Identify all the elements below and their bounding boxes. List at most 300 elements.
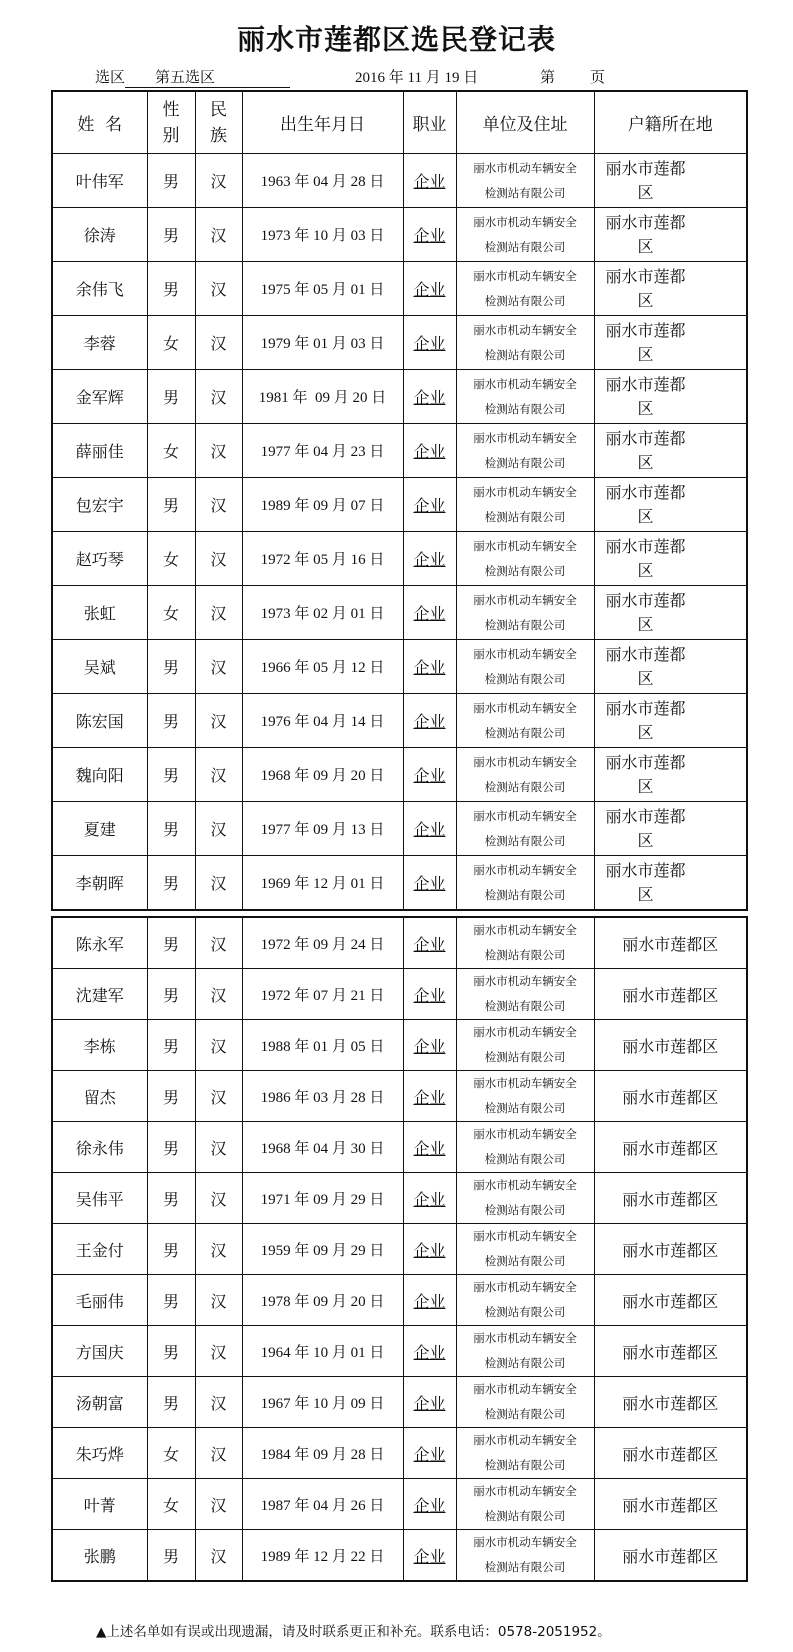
cell-name: 张鹏 <box>52 1530 147 1582</box>
cell-household-registration <box>594 856 747 911</box>
unit-line-2: 检测站有限公司 <box>484 833 566 848</box>
table-row <box>52 1020 747 1071</box>
unit-line-1: 丽水市机动车辆安全 <box>473 1382 577 1396</box>
page-label-1: 第 <box>540 70 556 86</box>
cell-gender: 男 <box>147 856 195 911</box>
cell-birthdate: 1978 年 09 月 20 日 <box>242 1275 403 1326</box>
table-row <box>52 316 747 370</box>
household-text: 丽水市莲都区 <box>605 536 686 580</box>
table-row <box>52 586 747 640</box>
household-text: 丽水市莲都区 <box>605 320 686 364</box>
unit-line-2: 检测站有限公司 <box>484 1203 566 1217</box>
cell-household-registration <box>594 262 747 316</box>
cell-occupation <box>403 856 456 911</box>
unit-line-1: 丽水市机动车辆安全 <box>473 1025 577 1039</box>
table-row <box>52 640 747 694</box>
occupation-text: 企业 <box>413 1342 446 1362</box>
cell-ethnicity: 汉 <box>195 1479 242 1530</box>
occupation-text: 企业 <box>413 1189 446 1209</box>
cell-household-registration <box>594 208 747 262</box>
cell-ethnicity: 汉 <box>195 640 242 694</box>
unit-line-2: 检测站有限公司 <box>484 671 566 686</box>
unit-line-1: 丽水市机动车辆安全 <box>473 1127 577 1141</box>
cell-birthdate: 1989 年 12 月 22 日 <box>242 1530 403 1582</box>
unit-line-2: 检测站有限公司 <box>484 1152 566 1166</box>
unit-line-1: 丽水市机动车辆安全 <box>473 430 577 445</box>
occupation-text: 企业 <box>413 334 446 353</box>
occupation-text: 企业 <box>413 442 446 461</box>
cell-gender: 男 <box>147 802 195 856</box>
cell-unit-address <box>456 1020 594 1071</box>
voter-table-part2 <box>51 916 748 1582</box>
cell-occupation <box>403 1071 456 1122</box>
cell-birthdate: 1973 年 02 月 01 日 <box>242 586 403 640</box>
header-occupation: 职业 <box>403 91 456 154</box>
occupation-text: 企业 <box>413 820 446 839</box>
cell-unit-address <box>456 1479 594 1530</box>
cell-name: 朱巧烨 <box>52 1428 147 1479</box>
cell-ethnicity: 汉 <box>195 1224 242 1275</box>
cell-occupation <box>403 532 456 586</box>
cell-gender: 男 <box>147 208 195 262</box>
cell-ethnicity: 汉 <box>195 1173 242 1224</box>
table-row <box>52 917 747 969</box>
cell-ethnicity: 汉 <box>195 1428 242 1479</box>
cell-household-registration: 丽水市莲都区 <box>594 917 747 969</box>
cell-name: 叶菁 <box>52 1479 147 1530</box>
cell-name: 赵巧琴 <box>52 532 147 586</box>
cell-gender: 女 <box>147 1479 195 1530</box>
unit-line-1: 丽水市机动车辆安全 <box>473 1484 577 1498</box>
table-row <box>52 1428 747 1479</box>
cell-unit-address <box>456 1428 594 1479</box>
cell-ethnicity: 汉 <box>195 154 242 208</box>
cell-unit-address <box>456 640 594 694</box>
cell-ethnicity: 汉 <box>195 802 242 856</box>
cell-gender: 男 <box>147 917 195 969</box>
household-text: 丽水市莲都区 <box>605 428 686 472</box>
cell-occupation <box>403 1020 456 1071</box>
table-row <box>52 208 747 262</box>
cell-ethnicity: 汉 <box>195 424 242 478</box>
cell-occupation <box>403 370 456 424</box>
table-row <box>52 1173 747 1224</box>
unit-line-1: 丽水市机动车辆安全 <box>473 538 577 553</box>
cell-birthdate: 1969 年 12 月 01 日 <box>242 856 403 911</box>
household-text: 丽水市莲都区 <box>605 590 686 634</box>
cell-occupation <box>403 1173 456 1224</box>
cell-household-registration: 丽水市莲都区 <box>594 1173 747 1224</box>
cell-unit-address <box>456 154 594 208</box>
cell-birthdate: 1977 年 09 月 13 日 <box>242 802 403 856</box>
cell-birthdate: 1968 年 04 月 30 日 <box>242 1122 403 1173</box>
cell-household-registration <box>594 316 747 370</box>
cell-unit-address <box>456 1326 594 1377</box>
unit-line-1: 丽水市机动车辆安全 <box>473 1331 577 1345</box>
unit-line-2: 检测站有限公司 <box>484 1101 566 1115</box>
cell-occupation <box>403 586 456 640</box>
cell-name: 薛丽佳 <box>52 424 147 478</box>
info-line <box>0 66 793 88</box>
cell-occupation <box>403 316 456 370</box>
unit-line-1: 丽水市机动车辆安全 <box>473 1229 577 1243</box>
unit-line-2: 检测站有限公司 <box>484 1560 566 1574</box>
cell-unit-address <box>456 802 594 856</box>
household-text: 丽水市莲都区 <box>605 482 686 526</box>
occupation-text: 企业 <box>413 280 446 299</box>
cell-unit-address <box>456 1275 594 1326</box>
cell-ethnicity: 汉 <box>195 370 242 424</box>
cell-household-registration <box>594 640 747 694</box>
table-row <box>52 478 747 532</box>
cell-gender: 女 <box>147 586 195 640</box>
table-row <box>52 748 747 802</box>
unit-line-1: 丽水市机动车辆安全 <box>473 376 577 391</box>
cell-unit-address <box>456 694 594 748</box>
cell-name: 徐永伟 <box>52 1122 147 1173</box>
cell-household-registration <box>594 532 747 586</box>
unit-line-1: 丽水市机动车辆安全 <box>473 214 577 229</box>
occupation-text: 企业 <box>413 874 446 893</box>
voter-table-part1 <box>51 90 748 911</box>
cell-name: 李朝晖 <box>52 856 147 911</box>
cell-birthdate: 1968 年 09 月 20 日 <box>242 748 403 802</box>
cell-gender: 女 <box>147 1428 195 1479</box>
cell-occupation <box>403 694 456 748</box>
cell-occupation <box>403 1224 456 1275</box>
cell-birthdate: 1977 年 04 月 23 日 <box>242 424 403 478</box>
occupation-text: 企业 <box>413 226 446 245</box>
cell-ethnicity: 汉 <box>195 1377 242 1428</box>
occupation-text: 企业 <box>413 550 446 569</box>
unit-line-2: 检测站有限公司 <box>484 617 566 632</box>
cell-household-registration <box>594 478 747 532</box>
cell-birthdate: 1963 年 04 月 28 日 <box>242 154 403 208</box>
cell-unit-address <box>456 1173 594 1224</box>
cell-gender: 男 <box>147 1275 195 1326</box>
household-text: 丽水市莲都区 <box>605 806 686 850</box>
cell-birthdate: 1966 年 05 月 12 日 <box>242 640 403 694</box>
unit-line-1: 丽水市机动车辆安全 <box>473 1280 577 1294</box>
cell-birthdate: 1959 年 09 月 29 日 <box>242 1224 403 1275</box>
cell-household-registration: 丽水市莲都区 <box>594 1275 747 1326</box>
occupation-text: 企业 <box>413 1393 446 1413</box>
cell-name: 叶伟军 <box>52 154 147 208</box>
table-row <box>52 969 747 1020</box>
unit-line-2: 检测站有限公司 <box>484 293 566 308</box>
cell-unit-address <box>456 370 594 424</box>
cell-name: 余伟飞 <box>52 262 147 316</box>
unit-line-1: 丽水市机动车辆安全 <box>473 484 577 499</box>
table-row <box>52 694 747 748</box>
cell-ethnicity: 汉 <box>195 532 242 586</box>
table-row <box>52 1326 747 1377</box>
cell-unit-address <box>456 917 594 969</box>
page-title: 丽水市莲都区选民登记表 <box>236 23 556 56</box>
table-row <box>52 154 747 208</box>
unit-line-1: 丽水市机动车辆安全 <box>473 700 577 715</box>
cell-household-registration <box>594 370 747 424</box>
occupation-text: 企业 <box>413 1495 446 1515</box>
table-row <box>52 1479 747 1530</box>
unit-line-2: 检测站有限公司 <box>484 239 566 254</box>
header-name: 姓 名 <box>52 91 147 154</box>
cell-ethnicity: 汉 <box>195 1020 242 1071</box>
occupation-text: 企业 <box>413 1036 446 1056</box>
occupation-text: 企业 <box>413 934 446 954</box>
occupation-text: 企业 <box>413 712 446 731</box>
cell-occupation <box>403 154 456 208</box>
cell-unit-address <box>456 1071 594 1122</box>
cell-household-registration: 丽水市莲都区 <box>594 1530 747 1582</box>
cell-household-registration <box>594 802 747 856</box>
cell-name: 吴斌 <box>52 640 147 694</box>
cell-occupation <box>403 640 456 694</box>
cell-gender: 男 <box>147 1173 195 1224</box>
cell-unit-address <box>456 856 594 911</box>
cell-birthdate: 1972 年 09 月 24 日 <box>242 917 403 969</box>
cell-occupation <box>403 424 456 478</box>
cell-unit-address <box>456 1530 594 1582</box>
household-text: 丽水市莲都区 <box>605 698 686 742</box>
cell-birthdate: 1986 年 03 月 28 日 <box>242 1071 403 1122</box>
unit-line-2: 检测站有限公司 <box>484 1509 566 1523</box>
cell-occupation <box>403 1530 456 1582</box>
occupation-text: 企业 <box>413 604 446 623</box>
cell-occupation <box>403 1479 456 1530</box>
occupation-text: 企业 <box>413 1240 446 1260</box>
cell-unit-address <box>456 478 594 532</box>
unit-line-1: 丽水市机动车辆安全 <box>473 1178 577 1192</box>
unit-line-2: 检测站有限公司 <box>484 1458 566 1472</box>
unit-line-2: 检测站有限公司 <box>484 185 566 200</box>
cell-ethnicity: 汉 <box>195 1071 242 1122</box>
cell-occupation <box>403 1377 456 1428</box>
cell-unit-address <box>456 1377 594 1428</box>
cell-ethnicity: 汉 <box>195 1275 242 1326</box>
district-label: 选区 <box>95 70 126 86</box>
cell-unit-address <box>456 532 594 586</box>
occupation-text: 企业 <box>413 766 446 785</box>
cell-unit-address <box>456 748 594 802</box>
cell-birthdate: 1981 年 09 月 20 日 <box>242 370 403 424</box>
cell-ethnicity: 汉 <box>195 1530 242 1582</box>
cell-birthdate: 1973 年 10 月 03 日 <box>242 208 403 262</box>
unit-line-2: 检测站有限公司 <box>484 1305 566 1319</box>
cell-ethnicity: 汉 <box>195 748 242 802</box>
cell-name: 金军辉 <box>52 370 147 424</box>
cell-household-registration: 丽水市莲都区 <box>594 1224 747 1275</box>
unit-line-1: 丽水市机动车辆安全 <box>473 974 577 988</box>
cell-gender: 男 <box>147 262 195 316</box>
cell-birthdate: 1979 年 01 月 03 日 <box>242 316 403 370</box>
cell-occupation <box>403 262 456 316</box>
unit-line-2: 检测站有限公司 <box>484 779 566 794</box>
cell-gender: 男 <box>147 1530 195 1582</box>
table-row <box>52 856 747 911</box>
cell-birthdate: 1975 年 05 月 01 日 <box>242 262 403 316</box>
cell-name: 魏向阳 <box>52 748 147 802</box>
cell-name: 方国庆 <box>52 1326 147 1377</box>
table-row <box>52 1377 747 1428</box>
cell-name: 包宏宇 <box>52 478 147 532</box>
cell-household-registration: 丽水市莲都区 <box>594 1326 747 1377</box>
cell-gender: 男 <box>147 969 195 1020</box>
occupation-text: 企业 <box>413 1138 446 1158</box>
household-text: 丽水市莲都区 <box>605 752 686 796</box>
household-text: 丽水市莲都区 <box>605 644 686 688</box>
unit-line-1: 丽水市机动车辆安全 <box>473 268 577 283</box>
unit-line-2: 检测站有限公司 <box>484 1254 566 1268</box>
unit-line-1: 丽水市机动车辆安全 <box>473 322 577 337</box>
table-row <box>52 262 747 316</box>
cell-name: 陈宏国 <box>52 694 147 748</box>
occupation-text: 企业 <box>413 172 446 191</box>
cell-gender: 女 <box>147 424 195 478</box>
cell-ethnicity: 汉 <box>195 1122 242 1173</box>
cell-name: 汤朝富 <box>52 1377 147 1428</box>
table-row <box>52 370 747 424</box>
cell-household-registration <box>594 694 747 748</box>
header-unit-address: 单位及住址 <box>456 91 594 154</box>
cell-gender: 男 <box>147 478 195 532</box>
unit-line-1: 丽水市机动车辆安全 <box>473 1535 577 1549</box>
cell-household-registration: 丽水市莲都区 <box>594 1428 747 1479</box>
cell-household-registration <box>594 586 747 640</box>
cell-ethnicity: 汉 <box>195 1326 242 1377</box>
occupation-text: 企业 <box>413 1087 446 1107</box>
cell-household-registration: 丽水市莲都区 <box>594 969 747 1020</box>
header-birthdate: 出生年月日 <box>242 91 403 154</box>
cell-name: 王金付 <box>52 1224 147 1275</box>
table-row <box>52 802 747 856</box>
cell-unit-address <box>456 208 594 262</box>
cell-occupation <box>403 748 456 802</box>
cell-gender: 男 <box>147 1377 195 1428</box>
cell-gender: 女 <box>147 316 195 370</box>
cell-ethnicity: 汉 <box>195 856 242 911</box>
table-header-row <box>52 91 747 154</box>
cell-ethnicity: 汉 <box>195 208 242 262</box>
household-text: 丽水市莲都区 <box>605 266 686 310</box>
cell-birthdate: 1976 年 04 月 14 日 <box>242 694 403 748</box>
occupation-text: 企业 <box>413 388 446 407</box>
unit-line-2: 检测站有限公司 <box>484 1407 566 1421</box>
unit-line-1: 丽水市机动车辆安全 <box>473 1076 577 1090</box>
unit-line-1: 丽水市机动车辆安全 <box>473 646 577 661</box>
header-gender: 性别 <box>147 91 195 154</box>
table-row <box>52 424 747 478</box>
cell-household-registration: 丽水市莲都区 <box>594 1479 747 1530</box>
occupation-text: 企业 <box>413 1444 446 1464</box>
unit-line-1: 丽水市机动车辆安全 <box>473 1433 577 1447</box>
unit-line-2: 检测站有限公司 <box>484 509 566 524</box>
cell-unit-address <box>456 424 594 478</box>
unit-line-1: 丽水市机动车辆安全 <box>473 808 577 823</box>
table-row <box>52 1071 747 1122</box>
cell-unit-address <box>456 586 594 640</box>
unit-line-2: 检测站有限公司 <box>484 401 566 416</box>
cell-gender: 男 <box>147 1326 195 1377</box>
cell-gender: 男 <box>147 1224 195 1275</box>
household-text: 丽水市莲都区 <box>605 374 686 418</box>
unit-line-2: 检测站有限公司 <box>484 725 566 740</box>
unit-line-2: 检测站有限公司 <box>484 347 566 362</box>
header-household-registration: 户籍所在地 <box>594 91 747 154</box>
cell-unit-address <box>456 969 594 1020</box>
cell-birthdate: 1984 年 09 月 28 日 <box>242 1428 403 1479</box>
cell-household-registration: 丽水市莲都区 <box>594 1377 747 1428</box>
cell-gender: 男 <box>147 1071 195 1122</box>
unit-line-2: 检测站有限公司 <box>484 455 566 470</box>
header-ethnicity: 民族 <box>195 91 242 154</box>
cell-birthdate: 1964 年 10 月 01 日 <box>242 1326 403 1377</box>
occupation-text: 企业 <box>413 985 446 1005</box>
occupation-text: 企业 <box>413 496 446 515</box>
cell-name: 夏建 <box>52 802 147 856</box>
cell-gender: 男 <box>147 694 195 748</box>
cell-gender: 男 <box>147 748 195 802</box>
cell-unit-address <box>456 262 594 316</box>
cell-name: 吴伟平 <box>52 1173 147 1224</box>
date: 2016 年 11 月 19 日 <box>355 70 479 86</box>
cell-gender: 男 <box>147 640 195 694</box>
cell-household-registration <box>594 154 747 208</box>
cell-ethnicity: 汉 <box>195 262 242 316</box>
unit-line-1: 丽水市机动车辆安全 <box>473 923 577 937</box>
cell-ethnicity: 汉 <box>195 694 242 748</box>
household-text: 丽水市莲都区 <box>605 860 686 904</box>
cell-birthdate: 1971 年 09 月 29 日 <box>242 1173 403 1224</box>
unit-line-2: 检测站有限公司 <box>484 1050 566 1064</box>
unit-line-1: 丽水市机动车辆安全 <box>473 862 577 877</box>
district-value: 第五选区 <box>125 66 290 88</box>
cell-ethnicity: 汉 <box>195 478 242 532</box>
cell-birthdate: 1988 年 01 月 05 日 <box>242 1020 403 1071</box>
cell-occupation <box>403 1275 456 1326</box>
unit-line-1: 丽水市机动车辆安全 <box>473 160 577 175</box>
cell-gender: 男 <box>147 1020 195 1071</box>
table-row <box>52 1530 747 1582</box>
unit-line-2: 检测站有限公司 <box>484 1356 566 1370</box>
cell-name: 陈永军 <box>52 917 147 969</box>
cell-birthdate: 1989 年 09 月 07 日 <box>242 478 403 532</box>
cell-gender: 男 <box>147 154 195 208</box>
cell-ethnicity: 汉 <box>195 969 242 1020</box>
unit-line-2: 检测站有限公司 <box>484 563 566 578</box>
cell-ethnicity: 汉 <box>195 316 242 370</box>
cell-gender: 男 <box>147 370 195 424</box>
cell-name: 毛丽伟 <box>52 1275 147 1326</box>
cell-unit-address <box>456 1224 594 1275</box>
cell-gender: 男 <box>147 1122 195 1173</box>
cell-household-registration: 丽水市莲都区 <box>594 1071 747 1122</box>
cell-occupation <box>403 1122 456 1173</box>
cell-occupation <box>403 917 456 969</box>
unit-line-1: 丽水市机动车辆安全 <box>473 592 577 607</box>
cell-name: 李栋 <box>52 1020 147 1071</box>
cell-birthdate: 1987 年 04 月 26 日 <box>242 1479 403 1530</box>
household-text: 丽水市莲都区 <box>605 212 686 256</box>
cell-birthdate: 1967 年 10 月 09 日 <box>242 1377 403 1428</box>
cell-birthdate: 1972 年 05 月 16 日 <box>242 532 403 586</box>
cell-occupation <box>403 1326 456 1377</box>
table-row <box>52 1224 747 1275</box>
occupation-text: 企业 <box>413 1546 446 1566</box>
table-row <box>52 1122 747 1173</box>
cell-occupation <box>403 802 456 856</box>
unit-line-2: 检测站有限公司 <box>484 999 566 1013</box>
